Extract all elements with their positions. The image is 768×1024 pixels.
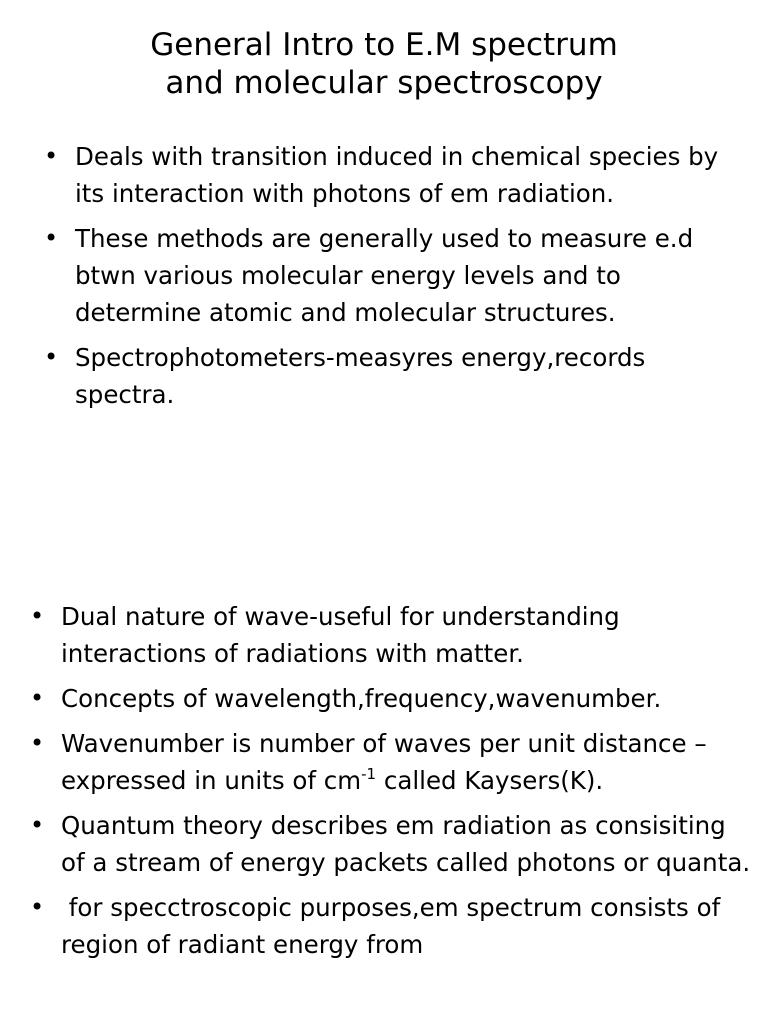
bullet-text: Quantum theory describes em radiation as consisiting of a stream of energy packets called photons or quanta. [61, 811, 751, 877]
bullet-item [44, 339, 744, 413]
bullet-item [30, 725, 752, 799]
bullet-icon: • [44, 142, 59, 170]
slide-2 [0, 560, 768, 1024]
bullet-icon: • [30, 684, 45, 712]
title-line-1: General Intro to E.M spectrum [150, 27, 618, 63]
bullet-text: Concepts of wavelength,frequency,wavenumber. [61, 684, 662, 713]
slide-title [0, 26, 768, 102]
bullet-item [30, 889, 752, 963]
bullet-icon: • [30, 729, 45, 757]
wavenumber-text-before: Wavenumber is number of waves per unit distance –expressed in units of cm [61, 729, 707, 795]
title-line-2: and molecular spectroscopy [165, 65, 603, 101]
bullet-text: Dual nature of wave-useful for understanding interactions of radiations with matter. [61, 602, 620, 668]
bullet-item [30, 807, 752, 881]
bullet-text: Spectrophotometers-measyres energy,records spectra. [75, 343, 646, 409]
bullet-icon: • [44, 224, 59, 252]
bullet-text: for specctroscopic purposes,em spectrum consists of region of radiant energy from [61, 893, 728, 959]
bullet-item [44, 138, 744, 212]
bullet-item [44, 220, 744, 331]
bullet-icon: • [30, 893, 45, 921]
bullet-icon: • [30, 811, 45, 839]
bullet-icon: • [30, 602, 45, 630]
bullet-text: Deals with transition induced in chemical species by its interaction with photons of em radiation. [75, 142, 719, 208]
bullet-icon: • [44, 343, 59, 371]
slide-1-bullet-list [44, 138, 744, 421]
bullet-text-wavenumber [61, 729, 707, 795]
slide-2-bullet-list [30, 598, 752, 971]
bullet-text: These methods are generally used to measure e.d btwn various molecular energy levels and to determine atomic and molecular structures. [75, 224, 694, 327]
wavenumber-text-after: called Kaysers(K). [376, 766, 604, 795]
unit-superscript: -1 [361, 765, 377, 783]
bullet-item [30, 680, 752, 717]
bullet-item [30, 598, 752, 672]
